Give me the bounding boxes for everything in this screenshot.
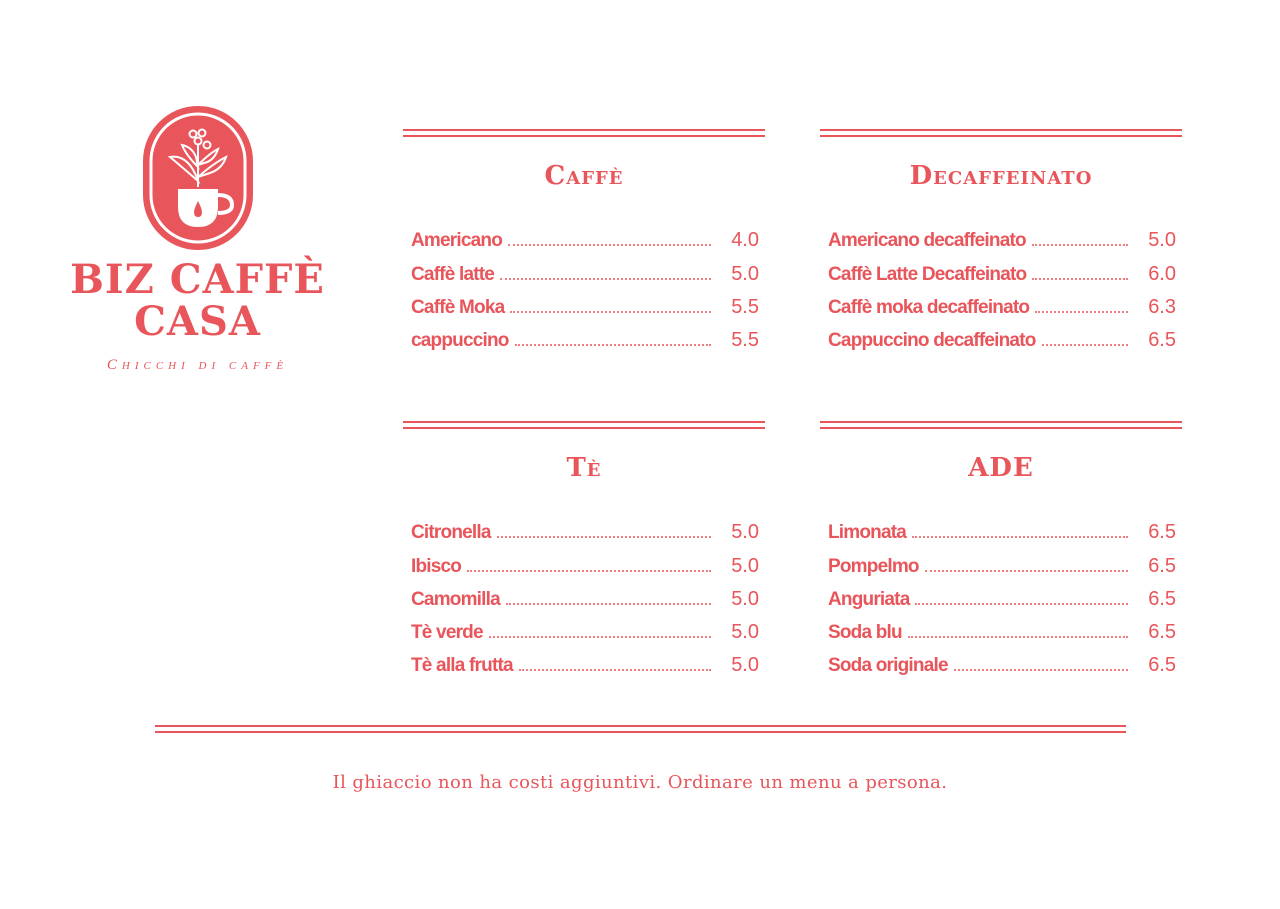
item-name: Caffè latte [411,263,495,285]
section-title: Caffè [544,161,624,191]
brand-tagline: Chicchi di caffè [106,357,289,373]
dot-leader [506,603,711,605]
item-price: 6.3 [1148,295,1176,318]
menu-item [403,511,765,544]
brand-logo-block [60,105,335,374]
dot-leader [915,603,1128,605]
dot-leader [500,278,711,280]
menu-item [403,252,765,285]
section-divider [403,421,765,429]
item-name: Anguriata [828,588,910,610]
section-title: ADE [968,453,1034,483]
item-price: 5.0 [731,521,759,544]
item-name: Soda blu [828,622,902,644]
item-name: Soda originale [828,655,948,677]
item-price: 6.5 [1148,587,1176,610]
dot-leader [1042,344,1128,346]
brand-name [60,256,335,345]
item-price: 6.5 [1148,654,1176,677]
item-name: Americano [411,230,503,252]
menu-item [403,611,765,644]
dot-leader [954,669,1128,671]
item-name: Tè verde [411,622,483,644]
menu-item [403,544,765,577]
dot-leader [519,669,711,671]
dot-leader [908,636,1128,638]
dot-leader [912,536,1128,538]
section-divider [820,129,1182,137]
menu-item [820,511,1182,544]
item-price: 5.5 [731,329,759,352]
coffee-cup-with-plant-icon [142,105,254,251]
menu-section-te [403,421,765,677]
item-price: 5.5 [731,295,759,318]
item-name: Pompelmo [828,555,919,577]
menu-section-decaffeinato [820,129,1182,352]
menu-item [820,611,1182,644]
item-price: 5.0 [731,621,759,644]
brand-name-line2: CASA [134,298,261,345]
item-price: 5.0 [731,587,759,610]
section-title: Decaffeinato [909,161,1093,191]
item-name: Caffè Latte Decaffeinato [828,263,1027,285]
item-name: Caffè Moka [411,296,505,318]
menu-item [820,644,1182,677]
menu-item [403,286,765,319]
dot-leader [508,244,711,246]
item-name: Caffè moka decaffeinato [828,296,1030,318]
dot-leader [489,636,711,638]
item-name: Camomilla [411,588,500,610]
item-price: 6.5 [1148,554,1176,577]
item-name: cappuccino [411,330,509,352]
menu-item [820,252,1182,285]
menu-section-caffe [403,129,765,352]
item-price: 6.5 [1148,521,1176,544]
section-title: Tè [566,453,602,483]
menu-section-ade [820,421,1182,677]
dot-leader [510,311,711,313]
item-price: 5.0 [1148,229,1176,252]
menu-item [403,319,765,352]
dot-leader [1032,244,1128,246]
item-price: 5.0 [731,262,759,285]
item-price: 5.0 [731,554,759,577]
menu-item [820,286,1182,319]
section-divider [820,421,1182,429]
dot-leader [1035,311,1128,313]
section-divider [403,129,765,137]
menu-item [403,578,765,611]
dot-leader [1032,278,1128,280]
footer-divider [155,725,1126,733]
menu-item [820,578,1182,611]
item-price: 6.5 [1148,621,1176,644]
item-name: Cappuccino decaffeinato [828,330,1036,352]
dot-leader [497,536,711,538]
menu-item [820,219,1182,252]
menu-item [403,219,765,252]
item-price: 5.0 [731,654,759,677]
item-name: Citronella [411,522,491,544]
dot-leader [467,570,711,572]
dot-leader [515,344,711,346]
item-price: 4.0 [731,229,759,252]
menu-item [820,319,1182,352]
menu-item [403,644,765,677]
item-name: Limonata [828,522,907,544]
menu-item [820,544,1182,577]
item-price: 6.0 [1148,262,1176,285]
item-price: 6.5 [1148,329,1176,352]
brand-name-line1: BIZ CAFFÈ [70,256,325,303]
dot-leader [925,570,1128,572]
item-name: Americano decaffeinato [828,230,1026,252]
footer-note: Il ghiaccio non ha costi aggiuntivi. Ordinare un menu a persona. [332,772,948,793]
item-name: Tè alla frutta [411,655,513,677]
item-name: Ibisco [411,555,462,577]
